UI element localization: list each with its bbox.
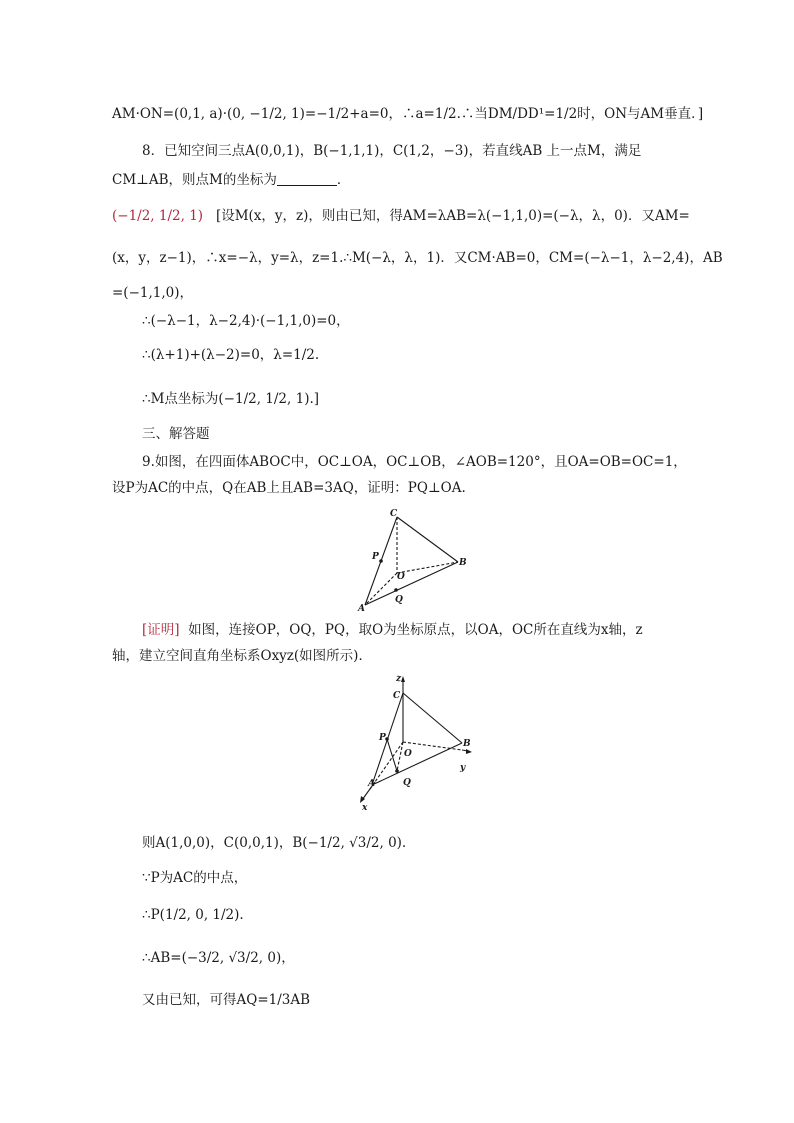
proof-line-5: ∴P(1/2, 0, 1/2).	[142, 907, 244, 923]
fig2-label-b: B	[463, 739, 471, 749]
answer-8-line-1	[112, 206, 690, 226]
proof-text: 如图，连接OP，OQ，PQ，取O为坐标原点，以OA，OC所在直线为x轴，z	[188, 622, 643, 638]
proof-line-6: ∴AB=(−3/2, √3/2, 0)，	[142, 950, 295, 966]
fig1-label-a: A	[358, 604, 365, 614]
coordinate-figure	[350, 672, 490, 812]
fig2-label-p: P	[379, 733, 386, 743]
fig2-label-z: z	[396, 674, 402, 684]
answer-8-line-6: ∴M点坐标为(−1/2, 1/2, 1).]	[142, 391, 320, 407]
fig2-label-c: C	[393, 691, 401, 701]
proof-line-4: ∵P为AC的中点，	[142, 870, 248, 886]
proof-line-3: 则A(1,0,0)，C(0,0,1)，B(−1/2, √3/2, 0).	[142, 835, 407, 851]
answer-8-line-5: ∴(λ+1)+(λ−2)=0，λ=1/2.	[142, 347, 320, 363]
fig1-label-p: P	[372, 552, 379, 562]
fig2-label-a: A	[368, 779, 375, 789]
proof-line-7: 又由已知，可得AQ=1/3AB	[142, 992, 311, 1008]
question-8-line-2	[112, 170, 350, 190]
text-line-1: AM·ON=(0,1, a)·(0, −1/2, 1)=−1/2+a=0，∴a=1/2.∴当DM/DD¹=1/2时，ON与AM垂直．]	[112, 106, 704, 122]
fig1-label-b: B	[459, 558, 467, 568]
fig2-label-q: Q	[403, 778, 411, 788]
fig2-label-x: x	[362, 803, 368, 813]
fig1-label-o: O	[397, 572, 405, 582]
proof-line-1	[142, 620, 643, 640]
tetrahedron-figure	[355, 508, 485, 618]
answer-8-value: (−1/2, 1/2, 1)	[112, 208, 204, 224]
answer-8-explanation: [设M(x，y，z)，则由已知，得AM=λAB=λ(−1,1,0)=(−λ，λ，0)．又AM=	[215, 208, 690, 224]
section-heading: 三、解答题	[142, 426, 210, 442]
fig2-label-o: O	[404, 749, 412, 759]
proof-label: [证明]	[142, 622, 180, 638]
question-8-line-1: 8．已知空间三点A(0,0,1)，B(−1,1,1)，C(1,2，−3)，若直线AB 上一点M，满足	[142, 143, 642, 159]
question-8-end: ．	[336, 172, 351, 188]
question-9-line-2: 设P为AC的中点，Q在AB上且AB=3AQ，证明：PQ⊥OA.	[112, 480, 466, 496]
answer-8-line-3: =(−1,1,0)，	[112, 285, 194, 301]
answer-8-line-2: (x，y，z−1)，∴x=−λ，y=λ，z=1.∴M(−λ，λ，1)．又CM·AB=0，CM=(−λ−1，λ−2,4)，AB	[112, 250, 723, 266]
question-8-text: CM⊥AB，则点M的坐标为	[112, 172, 277, 188]
question-9-line-1: 9.如图，在四面体ABOC中，OC⊥OA，OC⊥OB，∠AOB=120°，且OA=OB=OC=1，	[142, 454, 687, 470]
fig1-label-q: Q	[395, 595, 403, 605]
fig1-label-c: C	[390, 509, 398, 519]
fig2-label-y: y	[460, 763, 466, 773]
answer-8-line-4: ∴(−λ−1，λ−2,4)·(−1,1,0)=0，	[142, 313, 350, 329]
answer-blank	[277, 171, 337, 186]
proof-line-2: 轴，建立空间直角坐标系Oxyz(如图所示)．	[112, 648, 372, 664]
